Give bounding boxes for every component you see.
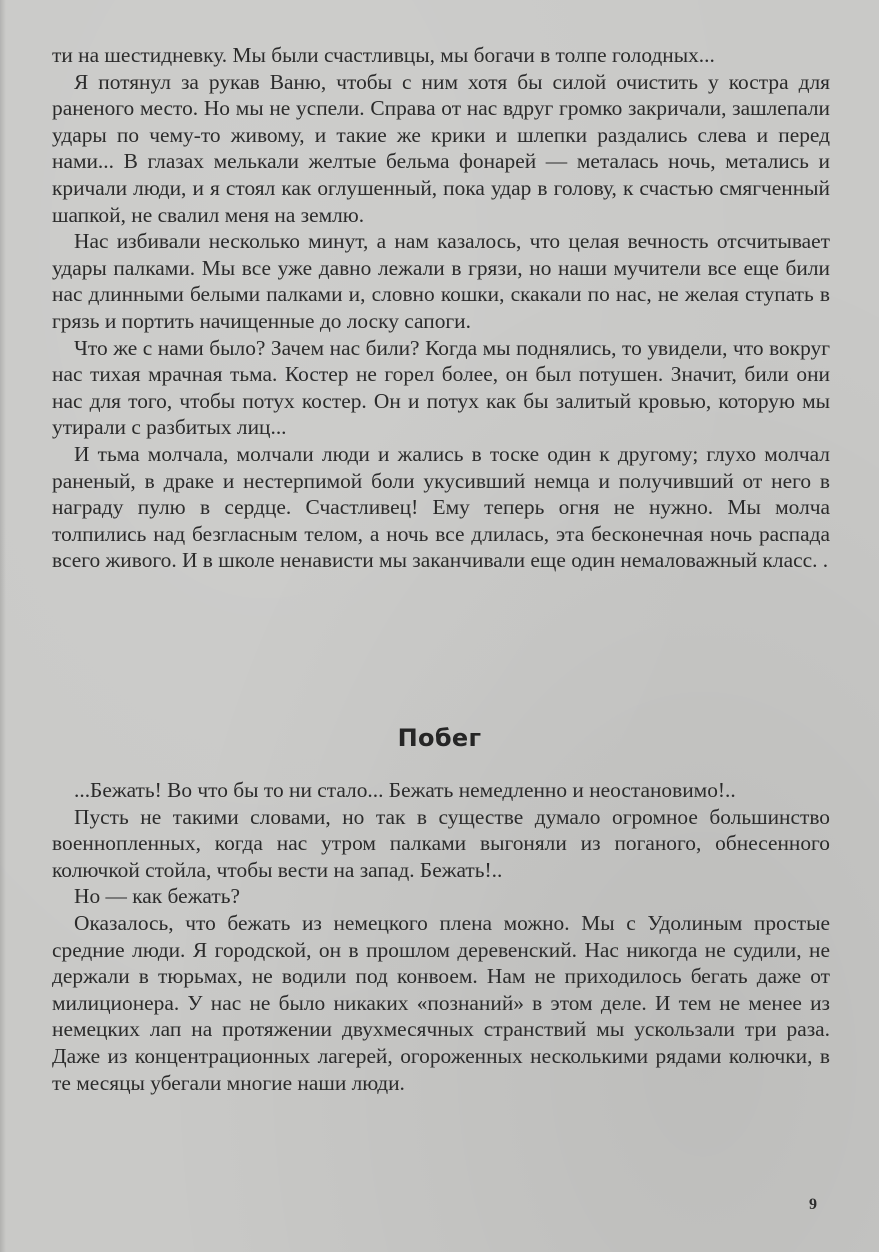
paragraph-continuation: ти на шестидневку. Мы были счастливцы, мы богачи в толпе голодных... <box>52 43 715 67</box>
page-number: 9 <box>809 1196 817 1213</box>
text-block-top <box>52 42 830 574</box>
section-title: Побег <box>397 724 482 752</box>
paragraph: ...Бежать! Во что бы то ни стало... Бежать немедленно и неостановимо!.. <box>74 778 736 802</box>
paragraph: Но — как бежать? <box>74 884 240 909</box>
paragraph: Я потянул за рукав Ваню, чтобы с ним хотя бы силой очистить у костра для раненого место. Но мы не успели. Справа от нас вдруг громко закричали, зашлепали удары по чему-то живому, и такие же крики и шлепки раздались слева и перед нами... В глазах мелькали желтые бельма фонарей — металась ночь, метались и кричали люди, и я стоял как оглушенный, пока удар в голову, к счастью смягченный шапкой, не свалил меня на землю. <box>52 69 830 227</box>
paragraph: Нас избивали несколько минут, а нам казалось, что целая вечность отсчитывает удары палками. Мы все уже давно лежали в грязи, но наши мучители все еще били нас длинными белыми палками и, словно кошки, скакали по нас, не желая ступать в грязь и портить начищенные до лоску сапоги. <box>52 229 830 333</box>
paragraph: Оказалось, что бежать из немецкого плена можно. Мы с Удолиным простые средние люди. Я городской, он в прошлом деревенский. Нас никогда не судили, не держали в тюрьмах, не водили под конвоем. Нам не приходилось бегать даже от милиционера. У нас не было никаких «познаний» в этом деле. И тем не менее из немецких лап на протяжении двухмесячных странствий мы ускользали три раза. Даже из концентрационных лагерей, огороженных несколькими рядами колючки, в те месяцы убегали многие наши люди. <box>52 910 830 1095</box>
text-block-bottom <box>52 777 830 1096</box>
page-edge-shadow <box>0 0 6 1252</box>
paragraph: Пусть не такими словами, но так в существе думало огромное большинство военнопленных, когда нас утром палками выгоняли из поганого, обнесенного колючкой стойла, чтобы вести на запад. Бежать!.. <box>52 804 830 882</box>
paragraph: Что же с нами было? Зачем нас били? Когда мы поднялись, то увидели, что вокруг нас тихая мрачная тьма. Костер не горел более, он был потушен. Значит, били они нас для того, чтобы потух костер. Он и потух как бы залитый кровью, которую мы утирали с разбитых лиц... <box>52 335 830 440</box>
paragraph: И тьма молчала, молчали люди и жались в тоске один к другому; глухо молчал раненый, в драке и нестерпимой боли укусивший немца и получивший от него в награду пулю в сердце. Счастливец! Ему теперь огня не нужно. Мы молча толпились над безгласным телом, а ночь все длилась, эта бесконечная ночь распада всего живого. И в школе ненависти мы заканчивали еще один немаловажный класс. . <box>52 441 830 573</box>
